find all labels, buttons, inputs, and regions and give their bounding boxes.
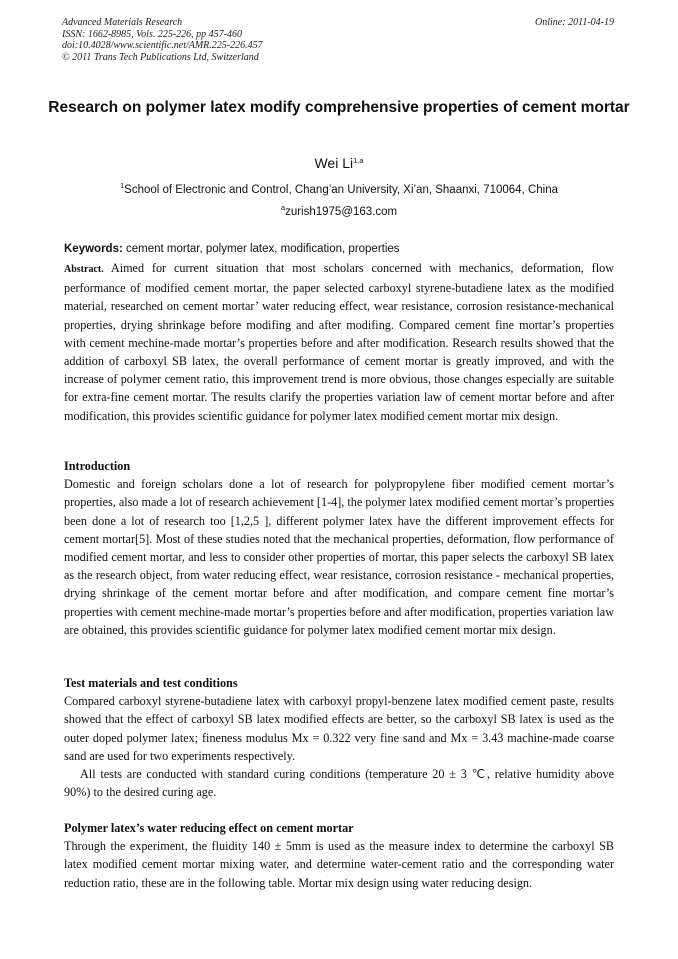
doi-line: doi:10.4028/www.scientific.net/AMR.225-226.457 (62, 40, 263, 51)
online-date: Online: 2011-04-19 (535, 17, 614, 28)
materials-heading: Test materials and test conditions (64, 676, 238, 690)
email-address[interactable]: zurish1975@163.com (285, 206, 398, 218)
keywords (64, 242, 614, 256)
affiliation-text: School of Electronic and Control, Chang’an University, Xi’an, Shaanxi, 710064, China (124, 184, 559, 196)
abstract (64, 259, 614, 425)
author-sup: 1,a (353, 156, 364, 165)
section-materials (64, 674, 614, 801)
email-sup: a (280, 203, 286, 212)
journal-header (62, 17, 263, 63)
email (0, 203, 678, 218)
materials-paragraph-2: All tests are conducted with standard curing conditions (temperature 20 ± 3 ℃, relative humidity above 90%) to the desired curing age. (64, 767, 614, 800)
introduction-heading: Introduction (64, 459, 131, 473)
materials-paragraph-1: Compared carboxyl styrene-butadiene latex with carboxyl propyl-benzene latex modified cement paste, results showed that the effect of carboxyl SB latex modified effects are better, so the carboxyl SB latex is used as the outer doped polymer latex; fineness modulus Mx = 0.322 very fine sand and Mx = 3.43 machine-made coarse sand are used for two experiments respectively. (64, 694, 614, 763)
author (0, 155, 678, 171)
paper-title: Research on polymer latex modify comprehensive properties of cement mortar (48, 99, 630, 116)
affiliation-sup: 1 (119, 181, 125, 190)
copyright-line: © 2011 Trans Tech Publications Ltd, Switzerland (62, 51, 259, 63)
journal-name: Advanced Materials Research (62, 17, 183, 28)
author-name: Wei Li (314, 155, 354, 171)
keywords-text: cement mortar, polymer latex, modification, properties (126, 243, 400, 255)
abstract-text: Aimed for current situation that most scholars concerned with mechanics, deformation, flow performance of modified cement mortar, the paper selected carboxyl styrene-butadiene latex as the modified material, researched on cement mortar’ water reducing effect, wear resistance, corrosion resistance-mechanical properties, drying shrinkage before modifing and after modifing. Compared cement fine mortar’s properties with cement mechine-made mortar’s properties before and after modification. Research results showed that the addition of carboxyl SB latex, the overall performance of cement mortar is greatly improved, and with the increase of polymer cement ratio, this improvement trend is more obvious, those changes especially are suitable for extra-fine cement mortar. The results clarify the properties variation law of cement mortar before and after modification, this provides scientific guidance for polymer latex modified cement mortar mix design. (64, 261, 615, 423)
section-introduction (64, 457, 614, 639)
section-water-reducing (64, 819, 614, 892)
affiliation (0, 181, 678, 196)
abstract-label: Abstract. (64, 264, 104, 275)
issn-line: ISSN: 1662-8985, Vols. 225-226, pp 457-460 (62, 28, 242, 40)
introduction-text: Domestic and foreign scholars done a lot of research for polypropylene fiber modified cement mortar’s properties, also made a lot of research achievement [1-4], the polymer latex modified cement mortar’s properties been done a lot of research too [1,2,5 ], different polymer latex have the different improvement effects for cement mortar[5]. Most of these studies noted that the mechanical properties, deformation, flow performance of modified cement mortar, and less to consider other properties of mortar, this paper selects the carboxyl SB latex as the research object, from water reducing effect, wear resistance, corrosion resistance - mechanical properties, drying shrinkage of the cement mortar before and after modification, and compare cement fine mortar’s properties with cement mechine-made mortar’s properties before and after modification, properties variation law are obtained, this provides scientific guidance for polymer latex modified cement mortar mix design. (64, 477, 614, 637)
water-reducing-heading: Polymer latex’s water reducing effect on cement mortar (64, 821, 354, 835)
water-reducing-text: Through the experiment, the fluidity 140 ± 5mm is used as the measure index to determine the carboxyl SB latex modified cement mortar mixing water, and determine water-cement ratio and the corresponding water reduction ratio, these are in the following table. Mortar mix design using water reducing design. (64, 839, 614, 890)
keywords-label: Keywords: (64, 243, 123, 255)
